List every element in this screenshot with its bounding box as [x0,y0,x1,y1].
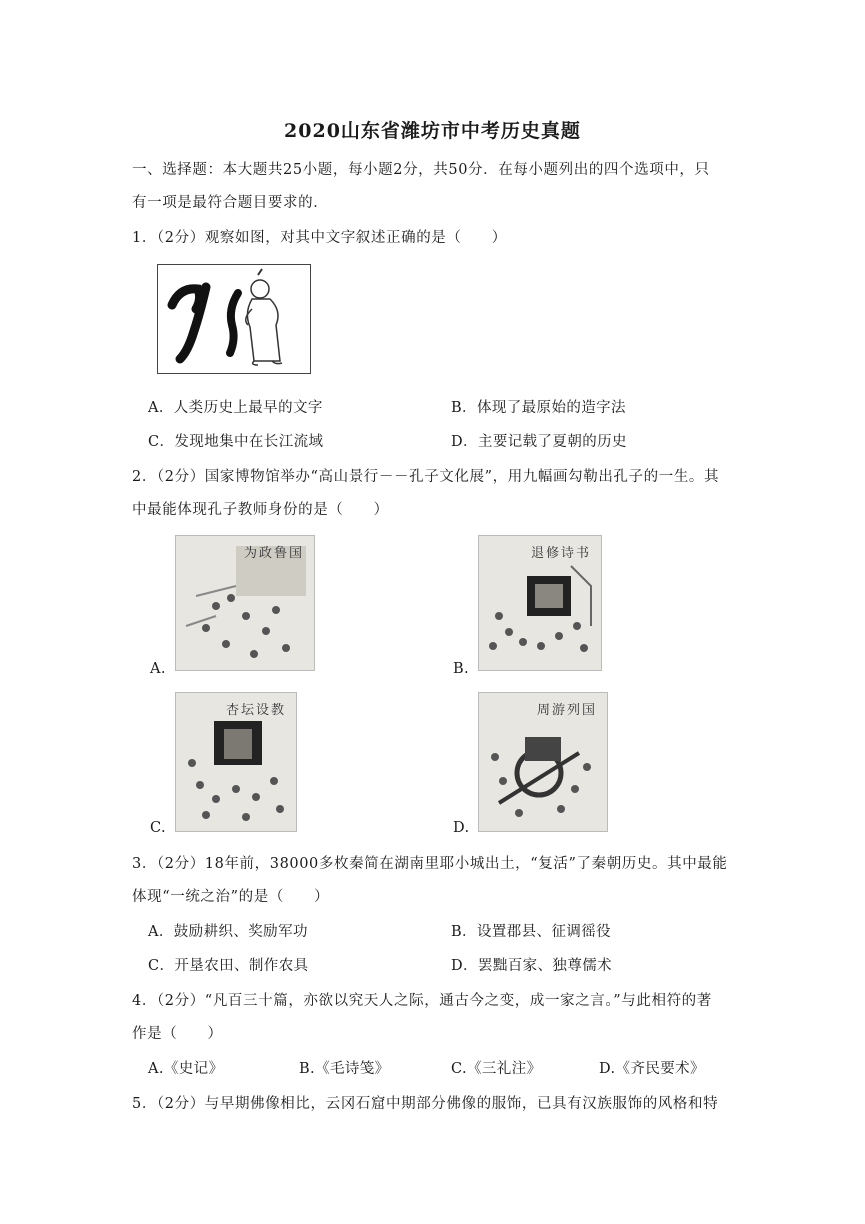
q4-stem-line2: 作是（ ） [132,1026,223,1042]
q2-label-a: A. [150,661,166,677]
q4-option-c: C.《三礼注》 [451,1061,542,1077]
q2-image-b-caption: 退修诗书 [530,546,591,561]
q1-oracle-figure [157,264,311,374]
q3-option-b: B．设置郡县、征调徭役 [451,924,612,940]
q1-option-b: B．体现了最原始的造字法 [451,400,626,416]
section-instruction-line2: 有一项是最符合题目要求的． [132,195,329,211]
q2-image-c [175,692,297,832]
q2-image-c-caption: 杏坛设教 [225,703,286,718]
q1-option-d: D．主要记载了夏朝的历史 [451,434,627,450]
oracle-character-illustration [158,265,310,373]
q3-option-a: A．鼓励耕织、奖励军功 [148,924,308,940]
section-instruction-line1: 一、选择题：本大题共25小题，每小题2分，共50分．在每小题列出的四个选项中，只 [132,162,710,178]
q3-option-c: C．开垦农田、制作农具 [148,958,309,974]
q2-image-b [478,535,602,671]
q5-stem-line1: 5．（2分）与早期佛像相比，云冈石窟中期部分佛像的服饰，已具有汉族服饰的风格和特 [132,1096,719,1112]
q2-label-c: C. [150,820,166,836]
q2-label-b: B. [453,661,470,677]
q2-stem-line1: 2．（2分）国家博物馆举办“高山景行－－孔子文化展”，用九幅画勾勒出孔子的一生。其 [132,469,720,485]
q4-option-b: B.《毛诗笺》 [299,1061,390,1077]
page-title: 2020山东省潍坊市中考历史真题 [284,120,581,142]
q3-stem-line1: 3．（2分）18年前，38000多枚秦简在湖南里耶小城出土，“复活”了秦朝历史。其中最能 [132,856,728,872]
q2-image-d-caption: 周游列国 [536,703,597,718]
q3-stem-line2: 体现“一统之治”的是（ ） [132,889,330,905]
q4-option-d: D.《齐民要术》 [599,1061,705,1077]
q1-stem: 1．（2分）观察如图，对其中文字叙述正确的是（ ） [132,230,507,246]
q2-label-d: D. [453,820,470,836]
q4-option-a: A.《史记》 [148,1061,224,1077]
q1-option-a: A．人类历史上最早的文字 [148,400,323,416]
q2-image-d [478,692,608,832]
q2-stem-line2: 中最能体现孔子教师身份的是（ ） [132,502,389,518]
q4-stem-line1: 4．（2分）“凡百三十篇，亦欲以究天人之际，通古今之变，成一家之言。”与此相符的著 [132,993,712,1009]
q2-image-a [175,535,315,671]
q2-image-a-caption: 为政鲁国 [243,546,304,561]
q1-option-c: C．发现地集中在长江流域 [148,434,324,450]
q3-option-d: D．罢黜百家、独尊儒术 [451,958,613,974]
